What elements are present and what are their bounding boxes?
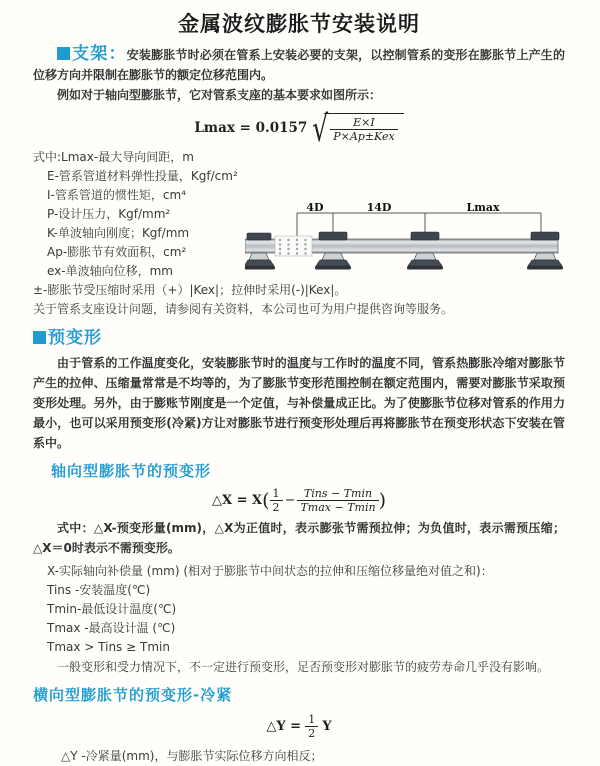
axial-definitions	[33, 562, 565, 657]
lateral-preform-formula	[33, 713, 565, 740]
axial-preform-formula	[33, 487, 565, 514]
half-numerator: 1	[308, 713, 316, 726]
support-example-line: 例如对于轴向型膨胀节，它对管系支座的基本要求如图所示：	[57, 88, 382, 102]
pipe-support-diagram	[245, 202, 600, 297]
service-note: 关于管系支座设计问题，请参阅有关资料，本公司也可为用户提供咨询等服务。	[33, 302, 454, 316]
definition-line: K-单波轴向刚度；Kgf/mm	[47, 226, 190, 240]
support-section-heading	[57, 44, 127, 64]
temperature-denominator: Tmax − Tmin	[297, 500, 378, 514]
lateral-subsection-heading: 横向型膨胀节的预变形-冷紧	[33, 686, 233, 704]
support-heading-label: 支架：	[72, 44, 127, 64]
definition-line: I-管系管道的惯性矩，cm⁴	[47, 188, 186, 202]
temperature-fraction	[297, 487, 378, 514]
lateral-note: △Y -冷紧量(mm)，与膨胀节实际位移方向相反；	[61, 749, 323, 763]
dim-label-4d: 4D	[306, 202, 324, 214]
axial-formula-lhs: △X = X	[212, 493, 263, 508]
lateral-formula-rhs: Y	[322, 719, 332, 734]
lateral-formula-lhs: △Y =	[266, 719, 302, 734]
definition-line: Ap-膨胀节有效面积，cm²	[47, 245, 187, 259]
half-fraction	[305, 713, 318, 740]
definition-line: P-设计压力，Kgf/mm²	[47, 207, 171, 221]
plus-minus-note: ±-膨胀节受压缩时采用（+）|Kex|；拉伸时采用(-)|Kex|。	[33, 283, 347, 297]
page-title: 金属波纹膨胀节安装说明	[178, 12, 420, 36]
half-fraction	[270, 487, 283, 514]
definition-line: Tmax -最高设计温 (℃)	[47, 621, 176, 635]
half-denominator: 2	[270, 500, 283, 514]
dim-label-lmax: Lmax	[466, 202, 500, 214]
close-paren: )	[378, 489, 386, 512]
section-bullet-icon	[33, 331, 46, 344]
lmax-formula	[33, 106, 565, 150]
definition-line: 式中:Lmax-最大导向间距，m	[33, 150, 194, 164]
support-intro-text: 安装膨胀节时必须在管系上安装必要的支架，以控制管系的变形在膨胀节上产生的位移方向并限制在膨胀节的额定位移范围内。	[33, 48, 565, 82]
lmax-fraction-denominator: P×Ap±Kex	[330, 129, 397, 143]
definition-line: E-管系管道材料弹性投量，Kgf/cm²	[47, 169, 238, 183]
half-numerator: 1	[272, 487, 280, 500]
definition-line: Tmin-最低设计温度(℃)	[47, 602, 177, 616]
lmax-fraction-numerator: E×I	[353, 116, 375, 129]
definition-line: Tmax > Tins ≥ Tmin	[47, 640, 170, 654]
axial-general-note: 一般变形和受力情况下，不一定进行预变形，足否预变形对膨胀节的疲劳寿命几乎没有影响。	[57, 660, 550, 674]
open-paren: (	[262, 489, 270, 512]
support-intro-paragraph	[33, 44, 565, 85]
definition-line: ex-单波轴向位移，mm	[47, 264, 173, 278]
axial-subsection-heading: 轴向型膨胀节的预变形	[51, 462, 212, 480]
document-page	[0, 10, 600, 766]
preform-heading-label: 预变形	[48, 328, 102, 348]
minus-sign: −	[284, 493, 296, 508]
section-bullet-icon	[57, 47, 70, 60]
preform-paragraph: 由于管系的工作温度变化，安装膨胀节时的温度与工作时的温度不同，管系热膨胀冷缩对膨胀节产生的拉伸、压缩量常常是不均等的，为了膨胀节变形范围控制在额定范围内，需要对膨胀节采取预变形处理。另外，由于膨账节刚度是一个定值，与补偿量成正比。为了使膨胀节位移对管系的作用力最小，也可以采用预变形(冷紧)方让对膨胀节进行预变形处理后再将膨胀节在预变形状态下安装在管系中。	[33, 356, 565, 450]
lmax-fraction	[330, 116, 397, 143]
bellows-expansion-joint	[275, 236, 312, 256]
temperature-numerator: Tins − Tmin	[303, 487, 373, 500]
sqrt-radical-icon: √	[312, 106, 329, 150]
dim-label-14d: 14D	[366, 202, 392, 214]
definition-line: Tins -安装温度(℃)	[47, 583, 151, 597]
axial-explain-paragraph: 式中：△X-预变形量(mm)，△X为正值时，表示膨张节需预拉伸；为负值时，表示需预压缩；△X＝0时表示不需预变形。	[33, 521, 565, 555]
sqrt-vinculum	[324, 113, 403, 143]
preform-section-heading	[33, 328, 565, 349]
half-denominator: 2	[305, 726, 318, 740]
definition-line: X-实际轴向补偿量 (mm) (相对于膨胀节中间状态的拉伸和压缩位移量绝对值之和)：	[47, 564, 493, 578]
lmax-formula-lhs: Lmax = 0.0157	[194, 120, 308, 136]
